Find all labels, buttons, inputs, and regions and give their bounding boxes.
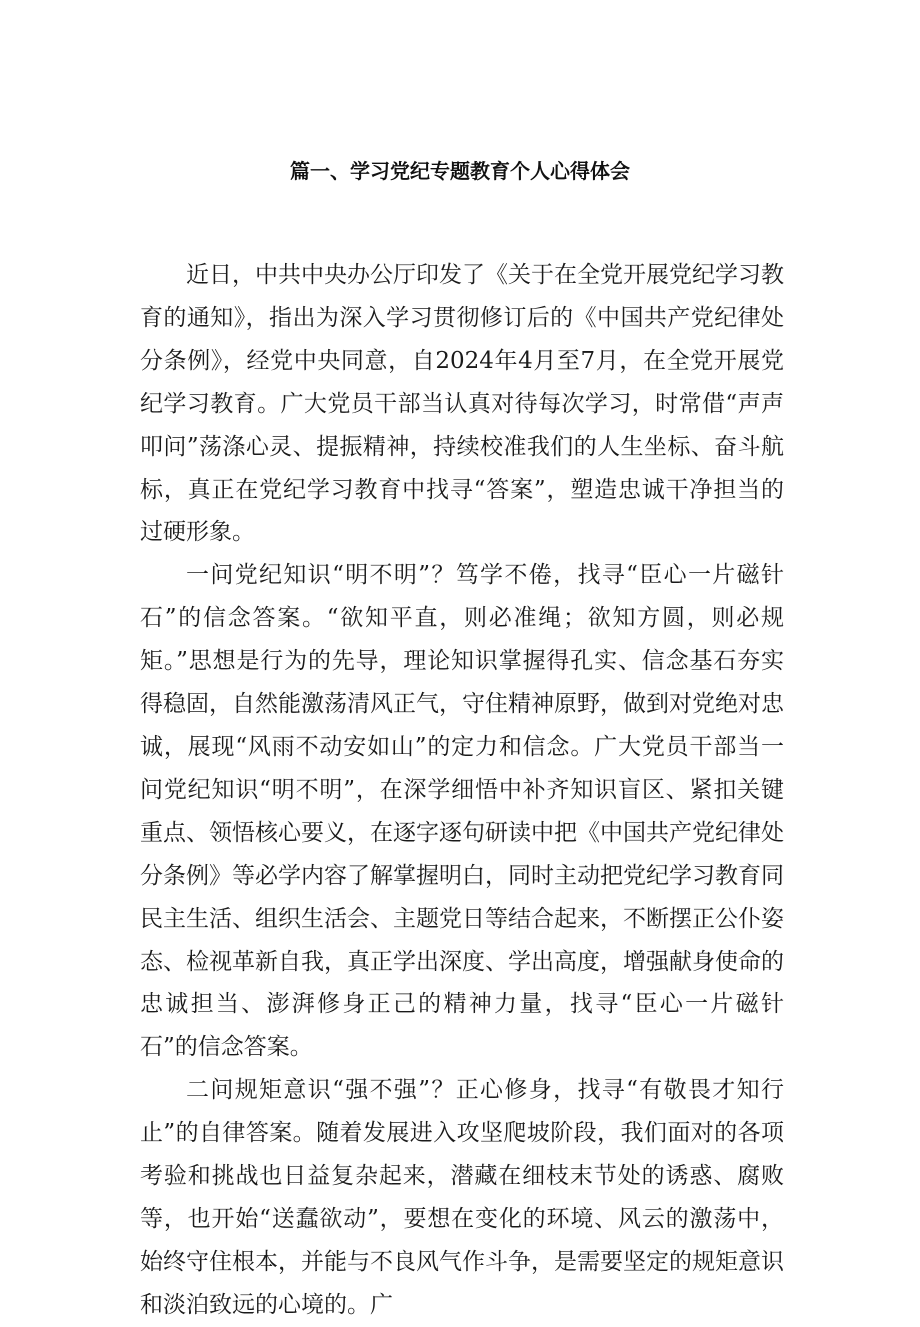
paragraph-intro: 近日，中共中央办公厅印发了《关于在全党开展党纪学习教育的通知》，指出为深入学习贯彻修订后的《中国共产党纪律处分条例》，经党中央同意，自2024年4月至7月，在全党开展党纪学习教育。广大党员干部当认真对待每次学习，时常借“声声叩问”荡涤心灵、提振精神，持续校准我们的人生坐标、奋斗航标，真正在党纪学习教育中找寻“答案”，塑造忠诚干净担当的过硬形象。 [140, 262, 784, 546]
paragraph-second-question: 二问规矩意识“强不强”？正心修身，找寻“有敬畏才知行止”的自律答案。随着发展进入攻坚爬坡阶段，我们面对的各项考验和挑战也日益复杂起来，潜藏在细枝末节处的诱惑、腐败等，也开始“送蠢欲动”，要想在变化的环境、风云的激荡中，始终守住根本，并能与不良风气作斗争，是需要坚定的规矩意识和淡泊致远的心境的。广 [140, 1077, 784, 1318]
paragraph-first-question: 一问党纪知识“明不明”？笃学不倦，找寻“臣心一片磁针石”的信念答案。“欲知平直，则必准绳；欲知方圆，则必规矩。”思想是行为的先导，理论知识掌握得孔实、信念基石夯实得稳固，自然能激荡清风正气，守住精神原野，做到对党绝对忠诚，展现“风雨不动安如山”的定力和信念。广大党员干部当一问党纪知识“明不明”，在深学细悟中补齐知识盲区、紧扣关键重点、领悟核心要义，在逐字逐句研读中把《中国共产党纪律处分条例》等必学内容了解掌握明白，同时主动把党纪学习教育同民主生活、组织生活会、主题党日等结合起来，不断摆正公仆姿态、检视革新自我，真正学出深度、学出高度，增强献身使命的忠诚担当、澎湃修身正己的精神力量，找寻“臣心一片磁针石”的信念答案。 [140, 562, 784, 1061]
document-title: 篇一、学习党纪专题教育个人心得体会 [290, 159, 630, 183]
document-body [140, 254, 784, 1327]
